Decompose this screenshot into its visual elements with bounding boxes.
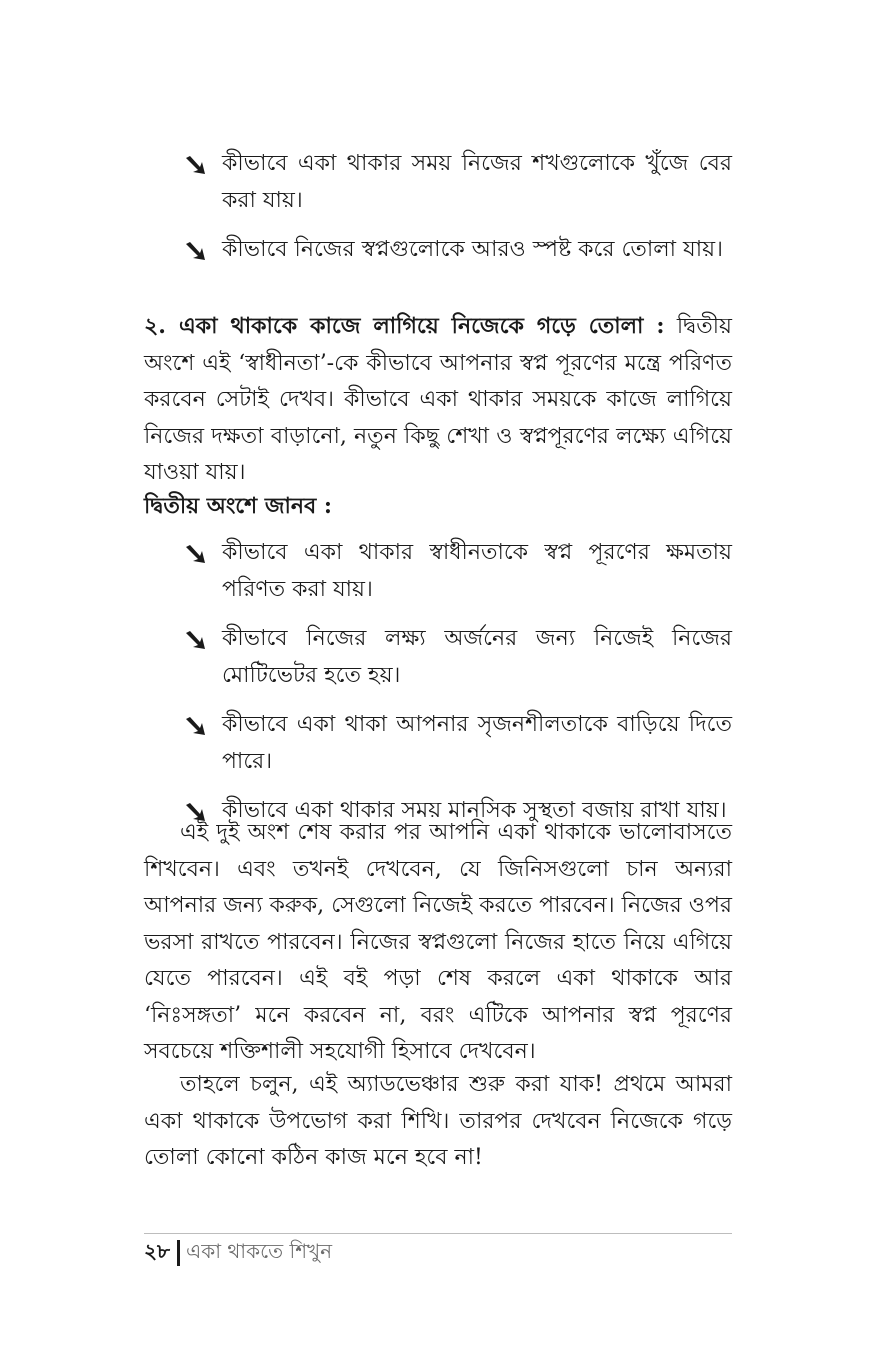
running-book-title: একা থাকতে শিখুন bbox=[185, 1238, 333, 1263]
arrow-bullet-icon bbox=[184, 154, 206, 176]
list-item-text: কীভাবে একা থাকার সময় নিজের শখগুলোকে খুঁজে বের করা যায়। bbox=[222, 151, 732, 213]
arrow-bullet-icon bbox=[184, 715, 206, 737]
section-two-heading: ২. একা থাকাকে কাজে লাগিয়ে নিজেকে গড়ে তোলা : bbox=[144, 313, 665, 339]
arrow-bullet-icon bbox=[184, 543, 206, 565]
list-item bbox=[144, 706, 732, 780]
list-item bbox=[144, 620, 732, 694]
closing-paragraph: তাহলে চলুন, এই অ্যাডভেঞ্চার শুরু করা যাক! প্রথমে আমরা একা থাকাকে উপভোগ করা শিখি। তারপর দেখবেন নিজেকে গড়ে তোলা কোনো কঠিন কাজ মনে হবে না! bbox=[144, 1072, 732, 1170]
list-item-text: কীভাবে একা থাকার সময় মানসিক সুস্থতা বজায় রাখা যায়। bbox=[222, 798, 727, 823]
body-paragraph: এই দুই অংশ শেষ করার পর আপনি একা থাকাকে ভালোবাসতে শিখবেন। এবং তখনই দেখবেন, যে জিনিসগুলো চান অন্যরা আপনার জন্য করুক, সেগুলো নিজেই করতে পারবেন। নিজের ওপর ভরসা রাখতে পারবেন। নিজের স্বপ্নগুলো নিজের হাতে নিয়ে এগিয়ে যেতে পারবেন। এই বই পড়া শেষ করলে একা থাকাকে আর ‘নিঃসঙ্গতা’ মনে করবেন না, বরং এটিকে আপনার স্বপ্ন পূরণের সবচেয়ে শক্তিশালী সহযোগী হিসাবে দেখবেন। bbox=[144, 820, 732, 1064]
footer-divider bbox=[144, 1233, 732, 1234]
list-item bbox=[144, 231, 732, 268]
bullet-list-part-one bbox=[144, 145, 732, 280]
section-two-paragraph bbox=[144, 308, 732, 492]
arrow-bullet-icon bbox=[184, 629, 206, 651]
arrow-bullet-icon bbox=[184, 240, 206, 262]
list-item bbox=[144, 534, 732, 608]
list-item bbox=[144, 145, 732, 219]
section-two-body: দ্বিতীয় অংশে এই ‘স্বাধীনতা’-কে কীভাবে আপনার স্বপ্ন পূরণের মন্ত্রে পরিণত করবেন সেটাই দেখব। কীভাবে একা থাকার সময়কে কাজে লাগিয়ে নিজের দক্ষতা বাড়ানো, নতুন কিছু শেখা ও স্বপ্নপূরণের লক্ষ্যে এগিয়ে যাওয়া যায়। bbox=[144, 314, 732, 485]
page-footer bbox=[144, 1236, 332, 1270]
list-item-text: কীভাবে নিজের লক্ষ্য অর্জনের জন্য নিজেই নিজের মোটিভেটর হতে হয়। bbox=[222, 626, 732, 688]
part-two-subheading: দ্বিতীয় অংশে জানব : bbox=[144, 493, 333, 519]
list-item-text: কীভাবে নিজের স্বপ্নগুলোকে আরও স্পষ্ট করে তোলা যায়। bbox=[222, 237, 723, 262]
bullet-list-part-two bbox=[144, 534, 732, 841]
page-number: ২৮ bbox=[144, 1238, 170, 1263]
list-item-text: কীভাবে একা থাকা আপনার সৃজনশীলতাকে বাড়িয়ে দিতে পারে। bbox=[222, 712, 732, 774]
footer-separator bbox=[177, 1240, 180, 1266]
list-item-text: কীভাবে একা থাকার স্বাধীনতাকে স্বপ্ন পূরণের ক্ষমতায় পরিণত করা যায়। bbox=[222, 540, 732, 602]
